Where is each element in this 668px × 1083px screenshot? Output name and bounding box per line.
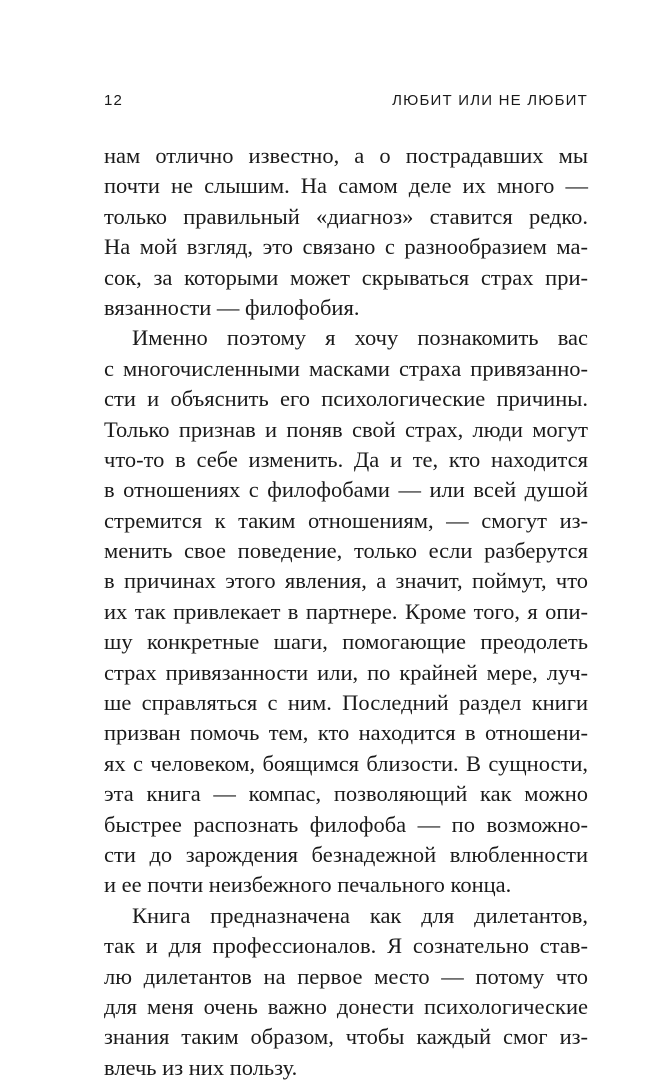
text-line: почти не слышим. На самом деле их много — bbox=[104, 173, 588, 199]
body-text bbox=[104, 141, 588, 1083]
text-line: ше справляться с ним. Последний раздел книги bbox=[104, 690, 588, 716]
text-line: с многочисленными масками страха привязанно- bbox=[104, 355, 588, 381]
text-line: влечь из них пользу. bbox=[104, 1054, 298, 1080]
text-line: их так привлекает в партнере. Кроме того, я опи- bbox=[104, 598, 588, 624]
text-line: менить свое поведение, только если разберутся bbox=[104, 538, 588, 564]
text-line: На мой взгляд, это связано с разнообразием ма- bbox=[104, 234, 588, 260]
text-line: вязанности — филофобия. bbox=[104, 294, 360, 320]
text-line: что-то в себе изменить. Да и те, кто находится bbox=[104, 446, 588, 472]
text-line: лю дилетантов на первое место — потому что bbox=[104, 963, 588, 989]
text-line: шу конкретные шаги, помогающие преодолеть bbox=[104, 629, 588, 655]
paragraph bbox=[104, 141, 588, 323]
text-line: в причинах этого явления, а значит, поймут, что bbox=[104, 568, 588, 594]
text-line: ях с человеком, боящимся близости. В сущности, bbox=[104, 750, 588, 776]
text-line: в отношениях с филофобами — или всей душой bbox=[104, 477, 588, 503]
text-line: Только признав и поняв свой страх, люди могут bbox=[104, 416, 588, 442]
text-line: эта книга — компас, позволяющий как можно bbox=[104, 781, 588, 807]
text-line: сти до зарождения безнадежной влюбленности bbox=[104, 841, 588, 867]
text-line: страх привязанности или, по крайней мере, луч- bbox=[104, 659, 588, 685]
text-line: сти и объяснить его психологические причины. bbox=[104, 386, 588, 412]
text-line: знания таким образом, чтобы каждый смог из- bbox=[104, 1024, 588, 1050]
paragraph bbox=[104, 323, 588, 900]
page-number: 12 bbox=[104, 92, 124, 109]
text-line: Именно поэтому я хочу познакомить вас bbox=[132, 325, 588, 351]
running-title: ЛЮБИТ ИЛИ НЕ ЛЮБИТ bbox=[392, 92, 588, 109]
page-header bbox=[104, 92, 588, 116]
text-line: только правильный «диагноз» ставится редко. bbox=[104, 203, 588, 229]
text-line: и ее почти неизбежного печального конца. bbox=[104, 872, 512, 898]
text-line: призван помочь тем, кто находится в отношени- bbox=[104, 720, 588, 746]
text-line: стремится к таким отношениям, — смогут из- bbox=[104, 507, 588, 533]
text-line: быстрее распознать филофоба — по возможно- bbox=[104, 811, 588, 837]
text-line: Книга предназначена как для дилетантов, bbox=[132, 902, 588, 928]
paragraph bbox=[104, 901, 588, 1083]
text-line: сок, за которыми может скрываться страх при- bbox=[104, 264, 588, 290]
text-line: нам отлично известно, а о пострадавших мы bbox=[104, 143, 588, 168]
text-line: так и для профессионалов. Я сознательно став- bbox=[104, 933, 588, 959]
text-line: для меня очень важно донести психологические bbox=[104, 993, 588, 1019]
